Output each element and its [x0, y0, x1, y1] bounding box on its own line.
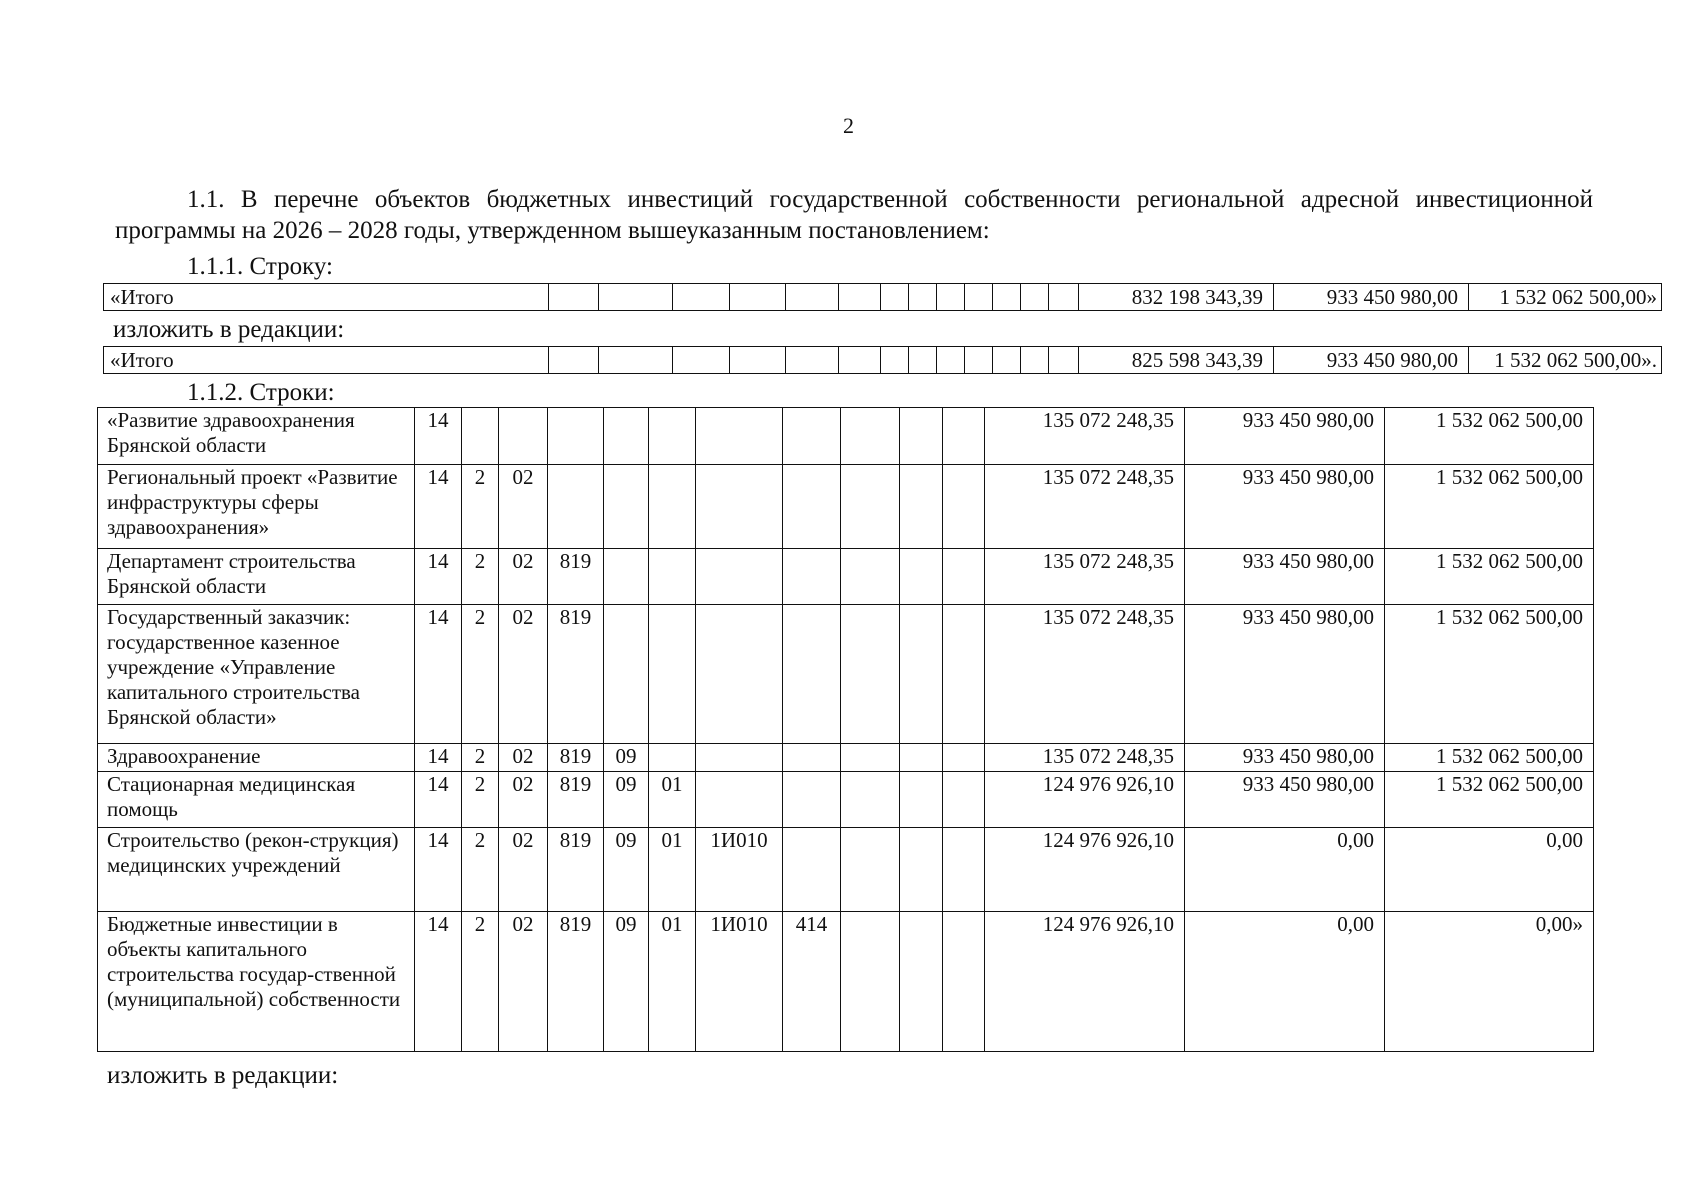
row-name: Региональный проект «Развитие инфраструктуры сферы здравоохранения»: [98, 465, 415, 549]
amount-2027: 933 450 980,00: [1274, 284, 1469, 311]
code-cell: 02: [499, 828, 548, 912]
code-cell: 02: [499, 465, 548, 549]
amount-2027: 933 450 980,00: [1185, 772, 1385, 828]
empty-cell: [900, 828, 943, 912]
amount-2028: 1 532 062 500,00: [1385, 549, 1594, 605]
amount-2027: 0,00: [1185, 912, 1385, 1052]
empty-cell: [841, 465, 900, 549]
code-cell: [696, 465, 783, 549]
code-cell: [783, 408, 841, 465]
amount-2028: 1 532 062 500,00: [1385, 772, 1594, 828]
empty-cell: [943, 828, 985, 912]
code-cell: [783, 465, 841, 549]
code-cell: 819: [548, 605, 604, 744]
empty-cell: [900, 744, 943, 772]
code-cell: 2: [462, 828, 499, 912]
amount-2026: 135 072 248,35: [985, 549, 1185, 605]
empty-cell: [900, 772, 943, 828]
code-cell: 02: [499, 549, 548, 605]
empty-cell: [599, 284, 673, 311]
code-cell: [462, 408, 499, 465]
empty-cell: [841, 744, 900, 772]
code-cell: 1И010: [696, 828, 783, 912]
empty-cell: [730, 284, 786, 311]
empty-cell: [900, 408, 943, 465]
amount-2028: 1 532 062 500,00».: [1469, 347, 1662, 374]
empty-cell: [599, 347, 673, 374]
code-cell: [649, 744, 696, 772]
empty-cell: [943, 912, 985, 1052]
code-cell: 01: [649, 772, 696, 828]
amount-2026: 825 598 343,39: [1079, 347, 1274, 374]
code-cell: 09: [604, 744, 649, 772]
amount-2027: 933 450 980,00: [1274, 347, 1469, 374]
code-cell: 819: [548, 772, 604, 828]
amount-2026: 124 976 926,10: [985, 912, 1185, 1052]
code-cell: 14: [415, 772, 462, 828]
code-cell: [783, 744, 841, 772]
code-cell: 14: [415, 605, 462, 744]
amount-2027: 0,00: [1185, 828, 1385, 912]
page-number: 2: [843, 113, 854, 138]
amount-2028: 1 532 062 500,00»: [1469, 284, 1662, 311]
new-total-row: [104, 347, 1662, 374]
code-cell: [649, 408, 696, 465]
code-cell: 2: [462, 465, 499, 549]
empty-cell: [909, 347, 937, 374]
amount-2027: 933 450 980,00: [1185, 549, 1385, 605]
row-name: Бюджетные инвестиции в объекты капитального строительства государ-ственной (муниципальной) собственности: [98, 912, 415, 1052]
empty-cell: [841, 772, 900, 828]
amount-2026: 832 198 343,39: [1079, 284, 1274, 311]
code-cell: [548, 465, 604, 549]
code-cell: [604, 408, 649, 465]
amount-2026: 135 072 248,35: [985, 605, 1185, 744]
code-cell: [696, 744, 783, 772]
code-cell: 14: [415, 912, 462, 1052]
code-cell: [649, 549, 696, 605]
code-cell: [604, 465, 649, 549]
code-cell: 01: [649, 828, 696, 912]
table-row: [98, 408, 1594, 465]
empty-cell: [900, 549, 943, 605]
empty-cell: [900, 605, 943, 744]
code-cell: 819: [548, 744, 604, 772]
code-cell: 09: [604, 772, 649, 828]
empty-cell: [1049, 347, 1079, 374]
empty-cell: [841, 408, 900, 465]
code-cell: 02: [499, 912, 548, 1052]
code-cell: [696, 408, 783, 465]
code-cell: [783, 605, 841, 744]
budget-lines-table: [97, 407, 1594, 1052]
amount-2028: 1 532 062 500,00: [1385, 605, 1594, 744]
empty-cell: [993, 347, 1021, 374]
empty-cell: [786, 347, 839, 374]
code-cell: [696, 605, 783, 744]
amount-2027: 933 450 980,00: [1185, 605, 1385, 744]
code-cell: [696, 549, 783, 605]
code-cell: [696, 772, 783, 828]
table-row: [98, 605, 1594, 744]
empty-cell: [943, 605, 985, 744]
row-name: Государственный заказчик: государственное казенное учреждение «Управление капитального строительства Брянской области»: [98, 605, 415, 744]
code-cell: 01: [649, 912, 696, 1052]
old-total-row: [104, 284, 1662, 311]
code-cell: [649, 465, 696, 549]
table-row: [98, 772, 1594, 828]
code-cell: 2: [462, 605, 499, 744]
code-cell: [604, 605, 649, 744]
empty-cell: [549, 284, 599, 311]
amount-2026: 124 976 926,10: [985, 772, 1185, 828]
empty-cell: [943, 744, 985, 772]
amount-2028: 1 532 062 500,00: [1385, 744, 1594, 772]
code-cell: [499, 408, 548, 465]
table-row: [98, 465, 1594, 549]
code-cell: 2: [462, 772, 499, 828]
empty-cell: [993, 284, 1021, 311]
code-cell: 2: [462, 912, 499, 1052]
empty-cell: [937, 347, 965, 374]
row-name: Строительство (рекон-струкция) медицинских учреждений: [98, 828, 415, 912]
empty-cell: [943, 465, 985, 549]
empty-cell: [673, 284, 730, 311]
amount-2028: 0,00»: [1385, 912, 1594, 1052]
empty-cell: [943, 549, 985, 605]
empty-cell: [841, 912, 900, 1052]
empty-cell: [841, 605, 900, 744]
code-cell: 14: [415, 828, 462, 912]
code-cell: 14: [415, 408, 462, 465]
row-name: Здравоохранение: [98, 744, 415, 772]
empty-cell: [909, 284, 937, 311]
empty-cell: [881, 284, 909, 311]
row-name: «Итого: [104, 284, 549, 311]
code-cell: [783, 828, 841, 912]
amount-2026: 124 976 926,10: [985, 828, 1185, 912]
empty-cell: [943, 772, 985, 828]
amount-2028: 1 532 062 500,00: [1385, 465, 1594, 549]
code-cell: 14: [415, 744, 462, 772]
code-cell: 02: [499, 605, 548, 744]
code-cell: 2: [462, 744, 499, 772]
table-row: [98, 912, 1594, 1052]
amount-2027: 933 450 980,00: [1185, 408, 1385, 465]
heading-1-1-1: 1.1.1. Строку:: [187, 253, 333, 280]
empty-cell: [937, 284, 965, 311]
empty-cell: [900, 912, 943, 1052]
empty-cell: [673, 347, 730, 374]
empty-cell: [965, 347, 993, 374]
code-cell: [783, 549, 841, 605]
empty-cell: [786, 284, 839, 311]
empty-cell: [730, 347, 786, 374]
state-in-edition-label-2: изложить в редакции:: [107, 1062, 339, 1089]
amount-2026: 135 072 248,35: [985, 744, 1185, 772]
heading-1-1-2: 1.1.2. Строки:: [187, 379, 335, 406]
code-cell: [783, 772, 841, 828]
intro-paragraph: 1.1. В перечне объектов бюджетных инвестиций государственной собственности региональной адресной инвестиционной программы на 2026 – 2028 годы, утвержденном вышеуказанным постановлением:: [115, 186, 1593, 244]
empty-cell: [943, 408, 985, 465]
empty-cell: [881, 347, 909, 374]
row-name: «Развитие здравоохранения Брянской области: [98, 408, 415, 465]
table-row: [98, 744, 1594, 772]
row-name: Департамент строительства Брянской области: [98, 549, 415, 605]
empty-cell: [549, 347, 599, 374]
code-cell: 14: [415, 549, 462, 605]
amount-2026: 135 072 248,35: [985, 408, 1185, 465]
code-cell: 09: [604, 912, 649, 1052]
code-cell: 819: [548, 828, 604, 912]
amount-2027: 933 450 980,00: [1185, 744, 1385, 772]
code-cell: 819: [548, 912, 604, 1052]
table-row: [98, 549, 1594, 605]
code-cell: 1И010: [696, 912, 783, 1052]
state-in-edition-label: изложить в редакции:: [113, 316, 345, 343]
amount-2027: 933 450 980,00: [1185, 465, 1385, 549]
code-cell: 02: [499, 744, 548, 772]
code-cell: 414: [783, 912, 841, 1052]
code-cell: [548, 408, 604, 465]
code-cell: 2: [462, 549, 499, 605]
row-name: Стационарная медицинская помощь: [98, 772, 415, 828]
empty-cell: [1049, 284, 1079, 311]
amount-2028: 0,00: [1385, 828, 1594, 912]
empty-cell: [1021, 284, 1049, 311]
code-cell: [604, 549, 649, 605]
code-cell: 02: [499, 772, 548, 828]
code-cell: 14: [415, 465, 462, 549]
new-total-table: [103, 346, 1662, 374]
row-name: «Итого: [104, 347, 549, 374]
amount-2028: 1 532 062 500,00: [1385, 408, 1594, 465]
empty-cell: [900, 465, 943, 549]
empty-cell: [841, 549, 900, 605]
empty-cell: [839, 347, 881, 374]
empty-cell: [1021, 347, 1049, 374]
table-row: [98, 828, 1594, 912]
empty-cell: [841, 828, 900, 912]
code-cell: 819: [548, 549, 604, 605]
code-cell: [649, 605, 696, 744]
old-total-table: [103, 283, 1662, 311]
empty-cell: [965, 284, 993, 311]
amount-2026: 135 072 248,35: [985, 465, 1185, 549]
code-cell: 09: [604, 828, 649, 912]
empty-cell: [839, 284, 881, 311]
